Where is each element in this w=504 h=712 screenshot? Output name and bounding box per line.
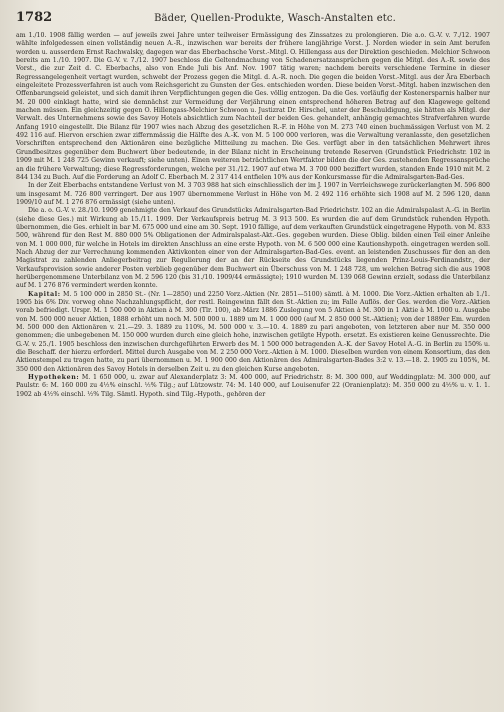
mortgages-label: Hypotheken: (28, 374, 80, 382)
running-title: Bäder, Quellen-Produkte, Wasch-Anstalten etc. (154, 13, 396, 24)
capital-label: Kapital: (28, 290, 61, 298)
paragraph-mortgages (16, 374, 490, 399)
article-body (16, 32, 490, 399)
page-number: 1782 (16, 10, 53, 25)
paragraph-history: am 1./10. 1908 fällig werden — auf jeweils zwei Jahre unter teilweiser Ermässigung des Zinssatzes zu prolongieren. Die a.o. G.-V. v. 7./12. 1907 wählte infolgedessen einen vollständig neuen A.-R., inzwischen war bereits der frühere langjährige Vorst. J. Norden wieder in sein Amt berufen worden u. ausserdem Ernst Rachwalsky, dagegen war das Eberbachsche Vorst.-Mitgl. O. Hillengass aus der Direktion geschieden. Melchior Schwoon bereits am 1./10. 1907. Die G.-V. v. 7./12. 1907 beschloss die Geltendmachung von Schadenersatzansprüchen gegen die Mitgl. des A.-R. sowie des Vorst., die zur Zeit d. C. Eberbachs, also von Ende Juli bis Anf. Nov. 1907 tätig waren; nachdem bereits verschiedene Termine in dieser Regressangelegenheit vertagt wurden, schwebt der Prozess gegen die Mitgl. d. A.-R. noch. Die gegen die beiden Vorst.-Mitgl. aus der Ära Eberbach eingeleitete Prozessverfahren ist auch vom Reichsgericht zu Gunsten der Ges. entschieden worden. Diese beiden Vorst.-Mitgl. haben inzwischen den Offenbarungseid geleistet, und sich damit ihren Verpflichtungen gegen die Ges. völlig entzogen. Da die Ges. vorläufig der Kostenersparnis halber nur M. 20 000 einklagt hatte, wird sie demnächst zur Vermeidung der Verjährung einen entsprechend höheren Betrag auf den Klagewege geltend machen müssen. Ein gleichzeitig gegen O. Hillengass-Melchior Schwoon u. Justizrat Dr. Hirschel, unter der Beschuldigung, sie hätten als Mitgl. der Verwalt. des Unternehmens sowie des Savoy Hotels absichtlich zum Nachteil der beiden Ges. gehandelt, anhängig gemachtes Strafverfahren wurde Anfang 1910 eingestellt. Die Bilanz für 1907 wies nach Abzug des gesetzlichen R.-F. in Höhe von M. 273 740 einen buchmässigen Verlust von M. 2 492 116 auf. Hiervon erschien zwar ziffernmässig die Hälfte des A.-K. von M. 5 100 000 verloren, was die Verwaltung veranlasste, den gesetzlichen Vorschriften entsprechend den Aktionären eine bezügliche Mitteilung zu machen. Die Ges. verfügt aber in den tatsächlichen Mehrwert ihres Grundbesitzes gegenüber dem Buchwert über bedeutende, in der Bilanz nicht in Erscheinung tretende Reserven (Grundstück Friedrichstr. 102 in 1909 mit M. 1 248 725 Gewinn verkauft; siehe unten). Einen weiteren beträchtlichen Wertfaktor bilden die der Ges. zustehenden Regressansprüche an die frühere Verwaltung; diese Regressforderungen, welche per 31./12. 1907 auf etwa M. 3 700 000 beziffert wurden, standen Ende 1910 mit M. 2 844 134 zu Buch. Auf die Forderung an Adolf C. Eberbach M. 2 317 414 entfielen 10% aus der Konkursmasse für die Admiralsgarten-Bad-Ges. (16, 32, 490, 181)
page-header (16, 10, 490, 30)
paragraph-losses: In der Zeit Eberbachs entstandene Verlust von M. 3 703 988 hat sich einschliesslich der im J. 1907 in Verrleichswege zurückerlangten M. 596 800 um insgesamt M. 726 800 verringert. Der aus 1907 übernommene Verlust in Höhe von M. 2 492 116 erhöhte sich 1908 auf M. 2 596 120, dann 1909/10 auf M. 1 276 876 ermässigt (siehe unten). (16, 182, 490, 206)
paragraph-sale: Die a. o. G.-V. v. 28./10. 1909 genehmigte den Verkauf des Grundstücks Admiralsgarten-Bad Friedrichstr. 102 an die Admiralspalast A.-G. in Berlin (siehe diese Ges.) mit Wirkung ab 15./11. 1909. Der Verkaufspreis betrug M. 3 913 500. Es wurden die auf dem Grundstück ruhenden Hypoth. übernommen, die Ges. erhielt in bar M. 675 000 und eine am 30. Sept. 1910 fällige, auf dem verkauften Grundstück eingetragene Hypoth. von M. 833 500, während für den Rest M. 880 000 5% Obligationen der Admiralspalast-Akt.-Ges. gegeben wurden. Diese Oblig. bilden einen Teil einer Anleihe von M. 1 000 000, für welche in Hotels im direkten Anschluss an eine erste Hypoth. von M. 6 500 000 eine Kautionshypoth. eingetragen werden soll. Nach Abzug der zur Verrechnung kommenden Aktivkonten einer von der Admiralsgarten-Bad-Ges. event. an leistenden Zuschusses für den an den Magistrat zu zahlenden Anliegerbeitrag zur Regulierung der an der Rückseite des Grundstücks liegenden Prinz-Louis-Ferdinandstr., der Verkaufsprovision sowie anderer Posten verblieb gegenüber dem Buchwert ein Überschuss von M. 1 248 728, um welchen Betrag sich die aus 1908 herübergenommene Unterbilanz von M. 2 596 120 (bis 31./10. 1909/44 ermässigte); 1910 wurden M. 139 068 Gewinn erzielt, sodass die Unterbilanz auf M. 1 276 876 vermindert werden konnte. (16, 207, 490, 290)
paragraph-capital (16, 291, 490, 374)
mortgages-text: M. 1 650 000, u. zwar auf Alexanderplatz 3: M. 400 000, auf Friedrichstr. 8: M. 300 000, auf Weddingplatz: M. 300 000, auf Paulstr. 6: M. 160 000 zu 4½% einschl. ½% Tilg.; auf Lützowstr. 74: M. 140 000, auf Louisenufer 22 (Oranienplatz): M. 350 000 zu 4½% u. v. 1. 1. 1902 ab 4½% einschl. ½% Tilg. Sämtl. Hypoth. sind Tilg.-Hypoth., gehören der (16, 374, 490, 398)
capital-text: M. 5 100 000 in 2850 St.- (Nr. 1—2850) und 2250 Vorz.-Aktien (Nr. 2851—5100) sämtl. à M. 1000. Die Vorz.-Aktien erhalten ab 1./1. 1905 bis 6% Div. vorweg ohne Nachzahlungspflicht, der restl. Reingewinn fällt den St.-Aktien zu; im Falle Auflös. der Ges. werden die Vorz.-Aktien vorab befriedigt. Urspr. M. 1 500 000 in Aktien à M. 300 (Tlr. 100), ab März 1886 Zuslegung von 5 Aktien à M. 300 in 1 Aktie à M. 1000 u. Ausgabe von M. 500 000 neuer Aktien, 1888 erhöht um noch M. 500 000 u. 1889 um M. 1 000 000 (auf M. 2 850 000 St.-Aktien); von der 1889er Em. wurden M. 500 000 den Aktionären v. 21.—29. 3. 1889 zu 110%, M. 500 000 v. 3.—10. 4. 1889 zu pari angeboten, von letzteren aber nur M. 350 000 genommen; die unbegebenen M. 150 000 wurden durch eine gleich hohe, inzwischen getilgte Hypoth. ersetzt. Es existieren keine Genussrechte. Die G.-V. v. 25./1. 1905 beschloss den inzwischen durchgeführten Erwerb des M. 1 500 000 betragenden A.-K. der Savoy Hotel A.-G. in Berlin zu 150% u. die Beschaff. der hierzu erforderl. Mittel durch Ausgabe von M. 2 250 000 Vorz.-Aktien à M. 1000. Dieselben wurden von einem Konsortium, das den Aktienstempel zu tragen hatte, zu pari übernommen u. M. 1 900 000 den Aktionären des Admiralsgarten-Bades 3:2 v. 13.—18. 2. 1905 zu 105%, M. 350 000 den Aktionären des Savoy Hotels in derselben Zeit u. zu den gleichen Kurse angeboten. (16, 290, 490, 373)
